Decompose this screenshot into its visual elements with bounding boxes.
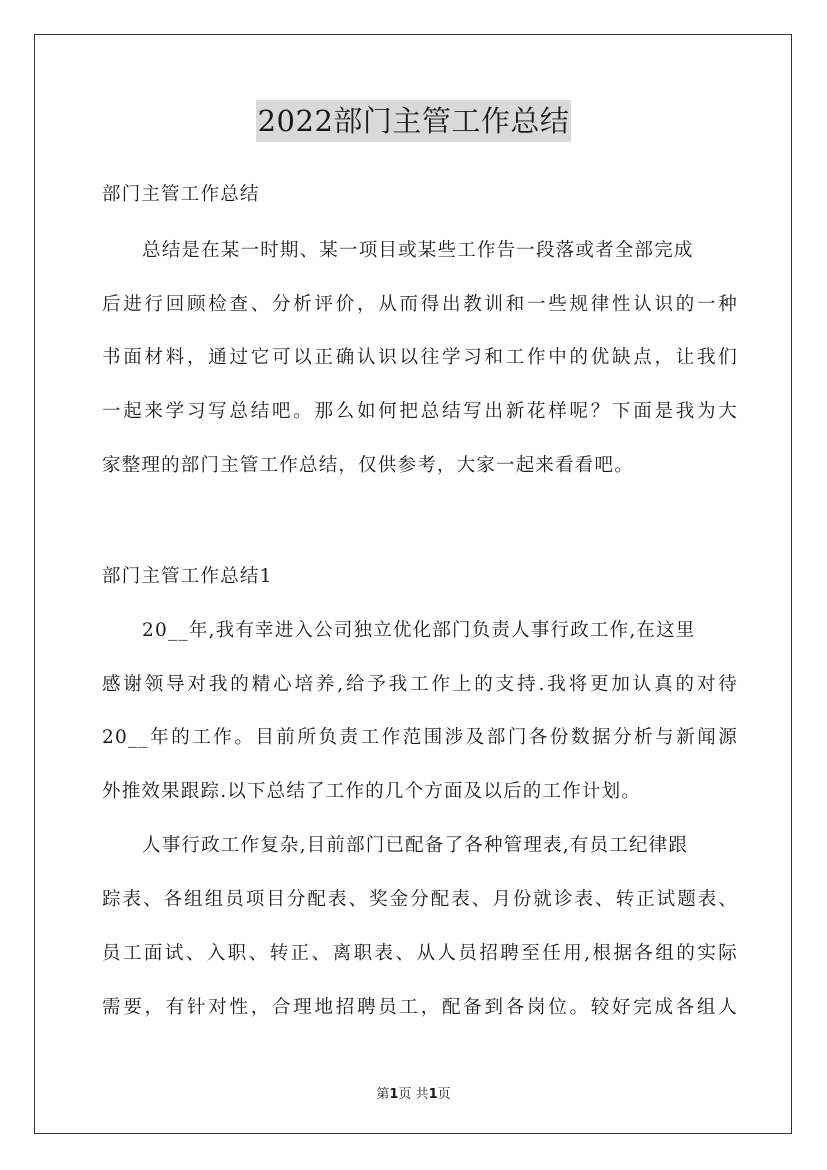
- document-title: 2022部门主管工作总结: [256, 100, 572, 142]
- footer-suffix: 页: [437, 1087, 451, 1102]
- section1-heading: 部门主管工作总结1: [102, 566, 273, 587]
- intro-line-1: 总结是在某一时期、某一项目或某些工作告一段落或者全部完成: [142, 240, 694, 261]
- footer-mid: 页 共: [398, 1087, 429, 1102]
- footer-page-number: 1: [389, 1087, 399, 1102]
- section1-para1-line-4: 外推效果跟踪.以下总结了工作的几个方面及以后的工作计划。: [102, 781, 641, 802]
- section1-para2-line-3: 员工面试、入职、转正、离职表、从人员招聘至任用,根据各组的实际: [102, 943, 738, 964]
- title-container: [0, 100, 827, 142]
- section1-para1-line-3: 20__年的工作。目前所负责工作范围涉及部门各份数据分析与新闻源: [102, 727, 738, 748]
- section1-para1-line-1: 20__年,我有幸进入公司独立优化部门负责人事行政工作,在这里: [142, 620, 696, 641]
- intro-line-5: 家整理的部门主管工作总结，仅供参考，大家一起来看看吧。: [102, 455, 634, 476]
- footer-prefix: 第: [376, 1087, 390, 1102]
- subtitle: 部门主管工作总结: [102, 184, 260, 205]
- intro-line-3: 书面材料，通过它可以正确认识以往学习和工作中的优缺点，让我们: [102, 347, 738, 368]
- section1-para1-line-2: 感谢领导对我的精心培养,给予我工作上的支持.我将更加认真的对待: [102, 674, 738, 695]
- intro-line-4: 一起来学习写总结吧。那么如何把总结写出新花样呢？下面是我为大: [102, 401, 738, 422]
- section1-para2-line-2: 踪表、各组组员项目分配表、奖金分配表、月份就诊表、转正试题表、: [102, 889, 738, 910]
- section1-para2-line-1: 人事行政工作复杂,目前部门已配备了各种管理表,有员工纪律跟: [142, 835, 689, 856]
- page-footer: [0, 1083, 827, 1102]
- section1-para2-line-4: 需要，有针对性，合理地招聘员工，配备到各岗位。较好完成各组人: [102, 997, 738, 1018]
- footer-total-pages: 1: [428, 1087, 438, 1102]
- intro-line-2: 后进行回顾检查、分析评价，从而得出教训和一些规律性认识的一种: [102, 294, 738, 315]
